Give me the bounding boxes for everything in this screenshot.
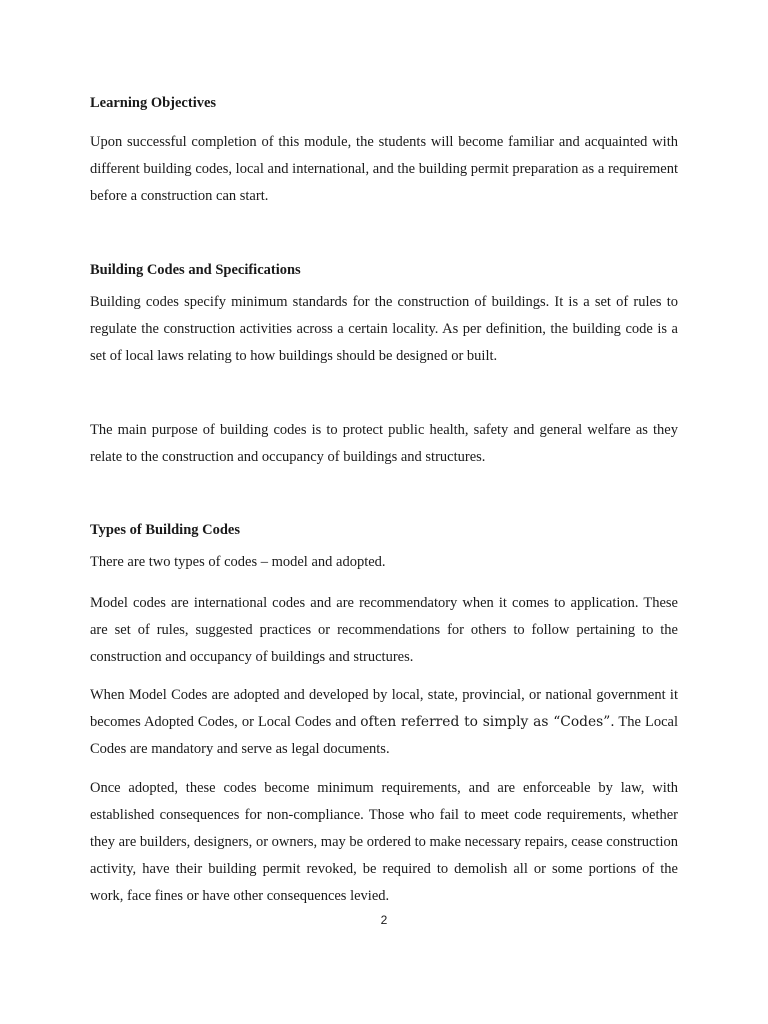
heading-learning-objectives: Learning Objectives (90, 95, 217, 111)
paragraph-building-codes-definition: Building codes specify minimum standards for the construction of buildings. It is a set of rules to regulate the construction activities across a certain locality. As per definition, the building code is a set of local laws relating to how buildings should be designed or built. (90, 294, 678, 364)
page-number: 2 (380, 913, 388, 927)
paragraph-enforcement: Once adopted, these codes become minimum requirements, and are enforceable by law, with established consequences for non-compliance. Those who fail to meet code requirements, whether they are builders, designers, or owners, may be ordered to make necessary repairs, cease construction activity, have their building permit revoked, be required to demolish all or some portions of the work, face fines or have other consequences levied. (90, 780, 678, 904)
paragraph-two-types: There are two types of codes – model and adopted. (90, 554, 386, 570)
paragraph-adopted-codes (90, 682, 678, 763)
adopted-codes-text-end: The Local Codes are mandatory and serve as legal documents. (90, 714, 679, 757)
paragraph-model-codes: Model codes are international codes and are recommendatory when it comes to application. These are set of rules, suggested practices or recommendations for others to follow pertaining to the construction and occupancy of buildings and structures. (90, 595, 678, 665)
document-page (90, 0, 678, 1024)
paragraph-building-codes-purpose: The main purpose of building codes is to protect public health, safety and general welfare as they relate to the construction and occupancy of buildings and structures. (90, 422, 678, 465)
adopted-codes-text-start: When Model Codes are adopted and developed by local, state, provincial, or national government it becomes Adopted Codes, or Local Codes and (90, 687, 678, 730)
heading-building-codes-specifications: Building Codes and Specifications (90, 262, 301, 278)
heading-types-of-building-codes: Types of Building Codes (90, 522, 241, 538)
adopted-codes-text-quote: often referred to simply as “Codes”. (360, 714, 615, 730)
paragraph-learning-objectives: Upon successful completion of this module, the students will become familiar and acquainted with different building codes, local and international, and the building permit preparation as a requirement before a construction can start. (90, 134, 678, 204)
